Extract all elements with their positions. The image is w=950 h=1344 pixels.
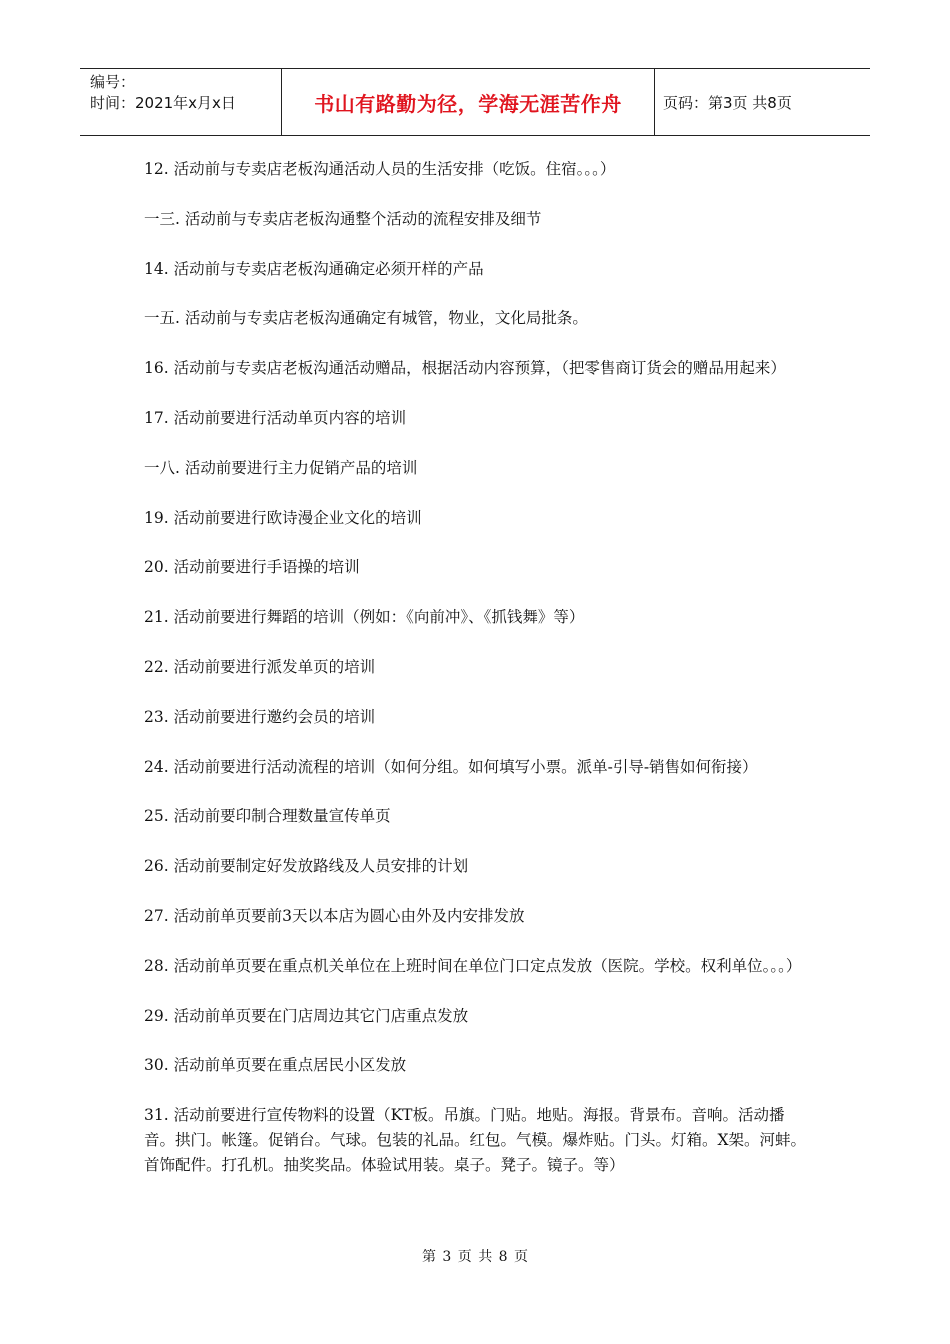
paragraph-17: 17. 活动前要进行活动单页内容的培训 <box>144 408 407 427</box>
paragraph-19: 19. 活动前要进行欧诗漫企业文化的培训 <box>144 508 422 527</box>
paragraph-15: 一五. 活动前与专卖店老板沟通确定有城管，物业，文化局批条。 <box>144 309 588 328</box>
paragraph-24: 24. 活动前要进行活动流程的培训（如何分组。如何填写小票。派单-引导-销售如何衔接） <box>144 757 758 776</box>
paragraph-21: 21. 活动前要进行舞蹈的培训（例如：《向前冲》、《抓钱舞》等） <box>144 608 585 627</box>
header-meta-cell <box>80 69 282 135</box>
paragraph-31: 31. 活动前要进行宣传物料的设置（KT板。吊旗。门贴。地贴。海报。背景布。音响。活动播音。拱门。帐篷。促销台。气球。包装的礼品。红包。气模。爆炸贴。门头。灯箱。X架。河蚌。首饰配件。打孔机。抽奖奖品。体验试用装。桌子。凳子。镜子。等） <box>144 1106 807 1175</box>
paragraph-23: 23. 活动前要进行邀约会员的培训 <box>144 707 376 726</box>
document-header <box>80 68 870 136</box>
time-label: 时间：2021年x月x日 <box>90 94 236 112</box>
paragraph-13: 一三. 活动前与专卖店老板沟通整个活动的流程安排及细节 <box>144 209 542 228</box>
paragraph-16: 16. 活动前与专卖店老板沟通活动赠品，根据活动内容预算，（把零售商订货会的赠品用起来） <box>144 359 786 378</box>
paragraph-20: 20. 活动前要进行手语操的培训 <box>144 558 360 577</box>
header-motto-cell <box>282 69 655 135</box>
page-footer <box>0 1246 950 1266</box>
paragraph-29: 29. 活动前单页要在门店周边其它门店重点发放 <box>144 1006 469 1025</box>
paragraph-14: 14. 活动前与专卖店老板沟通确定必须开样的产品 <box>144 259 484 278</box>
paragraph-12: 12. 活动前与专卖店老板沟通活动人员的生活安排（吃饭。住宿。。。） <box>144 160 616 178</box>
paragraph-25: 25. 活动前要印制合理数量宣传单页 <box>144 807 391 826</box>
footer-page-number: 第 3 页 共 8 页 <box>421 1249 529 1265</box>
paragraph-22: 22. 活动前要进行派发单页的培训 <box>144 657 376 676</box>
motto-text: 书山有路勤为径，学海无涯苦作舟 <box>314 91 622 116</box>
document-body <box>144 157 814 1203</box>
code-label: 编号： <box>90 73 136 91</box>
page-number-label: 页码：第3页 共8页 <box>663 93 792 112</box>
paragraph-18: 一八. 活动前要进行主力促销产品的培训 <box>144 458 418 477</box>
paragraph-26: 26. 活动前要制定好发放路线及人员安排的计划 <box>144 857 469 876</box>
paragraph-30: 30. 活动前单页要在重点居民小区发放 <box>144 1056 407 1075</box>
paragraph-28: 28. 活动前单页要在重点机关单位在上班时间在单位门口定点发放（医院。学校。权利单位。。。） <box>144 956 802 975</box>
header-page-cell <box>655 69 870 135</box>
paragraph-27: 27. 活动前单页要前3天以本店为圆心由外及内安排发放 <box>144 906 525 925</box>
